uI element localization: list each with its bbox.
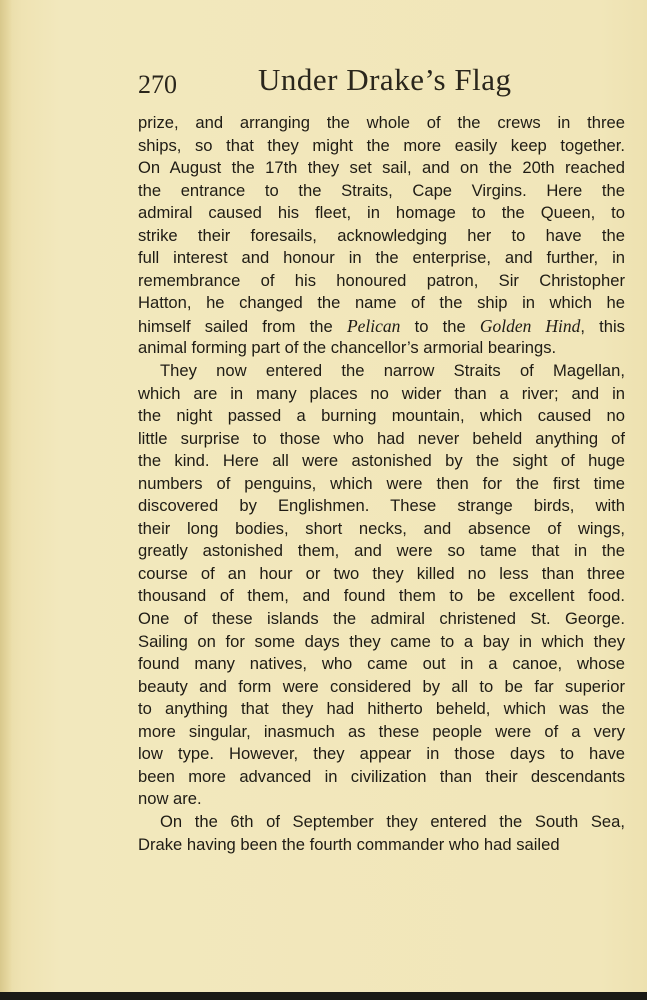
text-segment: ships, so that they might the more easily keep together. bbox=[138, 135, 625, 155]
text-line bbox=[138, 112, 625, 135]
italic-ship-name: Pelican bbox=[346, 315, 401, 336]
text-line bbox=[138, 473, 625, 496]
text-line bbox=[138, 563, 625, 586]
text-line bbox=[138, 834, 625, 857]
text-segment: animal forming part of the chancellor’s armorial bearings. bbox=[138, 338, 557, 358]
text-line bbox=[138, 518, 625, 541]
text-segment: more singular, inasmuch as these people were of a very bbox=[138, 721, 625, 741]
text-line bbox=[138, 315, 625, 338]
text-line bbox=[138, 811, 625, 834]
text-line bbox=[138, 585, 625, 608]
text-line bbox=[138, 428, 625, 451]
text-line bbox=[138, 202, 625, 225]
text-line bbox=[138, 788, 625, 811]
text-segment: been more advanced in civilization than their descendants bbox=[138, 766, 625, 786]
text-line bbox=[138, 721, 625, 744]
text-line bbox=[138, 405, 625, 428]
binding-edge bbox=[0, 0, 12, 1000]
text-segment: thousand of them, and found them to be excellent food. bbox=[138, 586, 625, 606]
text-segment: to the bbox=[400, 316, 480, 336]
text-segment: low type. However, they appear in those days to have bbox=[138, 744, 625, 764]
text-segment: On the 6th of September they entered the South Sea, bbox=[160, 811, 625, 831]
text-segment: greatly astonished them, and were so tame that in the bbox=[138, 541, 625, 561]
text-line bbox=[138, 135, 625, 158]
page-header bbox=[138, 62, 598, 104]
text-segment: their long bodies, short necks, and absence of wings, bbox=[138, 518, 625, 538]
text-line bbox=[138, 653, 625, 676]
text-line bbox=[138, 292, 625, 315]
text-line bbox=[138, 698, 625, 721]
text-segment: admiral caused his fleet, in homage to the Queen, to bbox=[138, 203, 625, 223]
text-line bbox=[138, 743, 625, 766]
text-line bbox=[138, 495, 625, 518]
text-segment: strike their foresails, acknowledging her to have the bbox=[138, 225, 625, 245]
text-segment: discovered by Englishmen. These strange birds, with bbox=[138, 496, 625, 516]
text-segment: On August the 17th they set sail, and on the 20th reached bbox=[138, 158, 625, 178]
text-segment: beauty and form were considered by all to be far superior bbox=[138, 676, 625, 696]
text-segment: , this bbox=[580, 316, 625, 336]
text-line bbox=[138, 631, 625, 654]
text-segment: One of these islands the admiral christened St. George. bbox=[138, 609, 625, 629]
text-segment: found many natives, who came out in a canoe, whose bbox=[138, 654, 625, 674]
text-segment: himself sailed from the bbox=[138, 316, 347, 336]
running-title: Under Drake’s Flag bbox=[258, 62, 512, 97]
text-line bbox=[138, 360, 625, 383]
text-line bbox=[138, 450, 625, 473]
text-segment: which are in many places no wider than a river; and in bbox=[138, 383, 625, 403]
text-segment: They now entered the narrow Straits of Magellan, bbox=[160, 361, 625, 381]
italic-ship-name: Golden Hind bbox=[479, 315, 581, 336]
text-segment: prize, and arranging the whole of the crews in three bbox=[138, 113, 625, 132]
text-segment: the kind. Here all were astonished by the sight of huge bbox=[138, 451, 625, 471]
text-segment: Drake having been the fourth commander who had sailed bbox=[138, 834, 560, 854]
text-segment: the entrance to the Straits, Cape Virgins. Here the bbox=[138, 180, 625, 200]
text-segment: the night passed a burning mountain, which caused no bbox=[138, 406, 625, 426]
text-line bbox=[138, 225, 625, 248]
body-text bbox=[138, 112, 625, 856]
text-segment: full interest and honour in the enterprise, and further, in bbox=[138, 248, 625, 268]
text-segment: course of an hour or two they killed no less than three bbox=[138, 563, 625, 583]
text-line bbox=[138, 766, 625, 789]
text-line bbox=[138, 383, 625, 406]
text-line bbox=[138, 247, 625, 270]
text-line bbox=[138, 157, 625, 180]
text-line bbox=[138, 180, 625, 203]
text-line bbox=[138, 676, 625, 699]
text-segment: Hatton, he changed the name of the ship in which he bbox=[138, 293, 625, 313]
text-segment: Sailing on for some days they came to a bay in which they bbox=[138, 631, 625, 651]
text-line bbox=[138, 337, 625, 360]
text-line bbox=[138, 540, 625, 563]
text-line bbox=[138, 270, 625, 293]
bottom-edge bbox=[0, 992, 647, 1000]
text-segment: little surprise to those who had never beheld anything of bbox=[138, 428, 625, 448]
text-segment: now are. bbox=[138, 789, 202, 809]
text-segment: remembrance of his honoured patron, Sir Christopher bbox=[138, 270, 625, 290]
text-segment: to anything that they had hitherto beheld, which was the bbox=[138, 699, 625, 719]
text-line bbox=[138, 608, 625, 631]
page-number: 270 bbox=[138, 70, 177, 99]
text-segment: numbers of penguins, which were then for the first time bbox=[138, 473, 625, 493]
